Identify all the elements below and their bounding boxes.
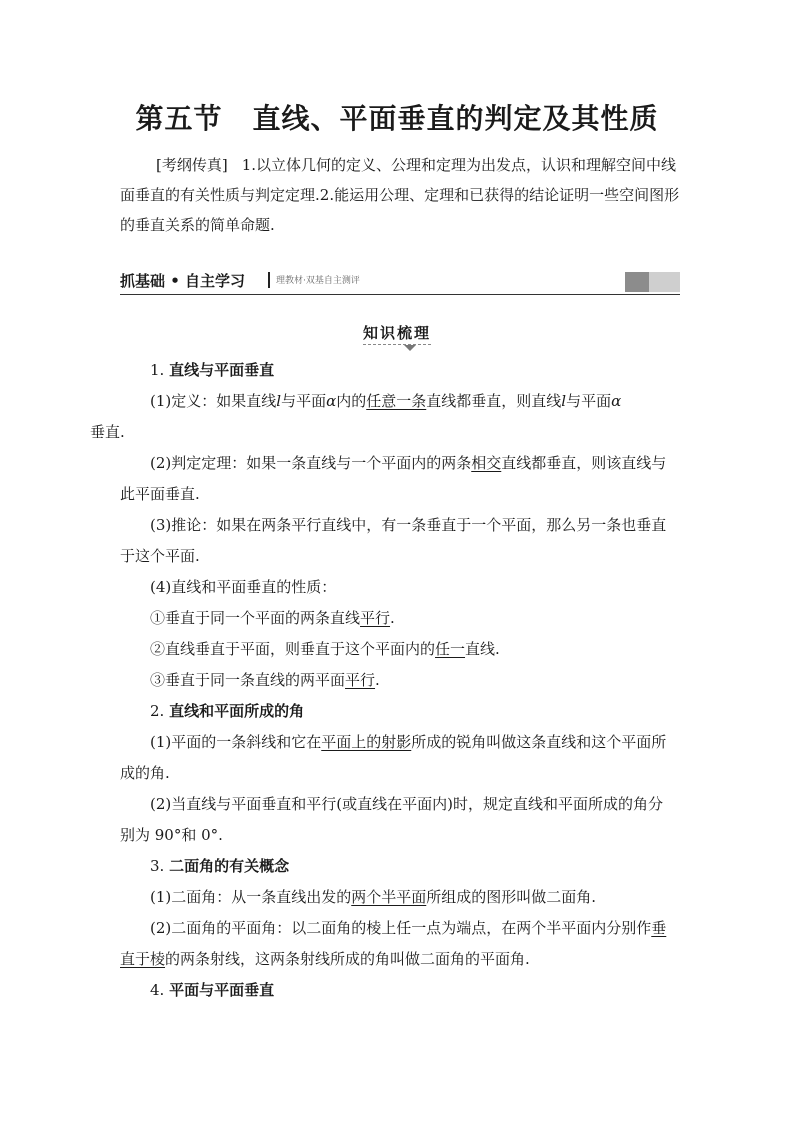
s3-heading <box>120 851 676 882</box>
var-alpha: α <box>326 392 337 410</box>
s2-p1 <box>120 727 676 789</box>
content-body <box>90 355 676 1006</box>
s1-p7-underlined: 平行 <box>345 671 376 689</box>
syllabus-tag: [考纲传真] <box>156 156 228 174</box>
s1-p5-a: ①垂直于同一个平面的两条直线 <box>150 609 361 627</box>
syllabus-outline <box>120 150 680 240</box>
s3-heading-num: 3. <box>150 857 165 875</box>
section-bar-subtitle: 理教材·双基自主测评 <box>276 276 360 286</box>
s3-p2-a: (2)二面角的平面角：以二面角的棱上任一点为端点，在两个半平面内分别作 <box>150 919 652 937</box>
s2-heading <box>120 696 676 727</box>
s1-p3: (3)推论：如果在两条平行直线中，有一条垂直于一个平面，那么另一条也垂直于这个平面. <box>120 516 667 565</box>
s1-heading <box>120 355 676 386</box>
knowledge-heading-text: 知识梳理 <box>363 322 431 345</box>
var-alpha: α <box>611 392 622 410</box>
s1-p4: (4)直线和平面垂直的性质： <box>150 578 337 596</box>
s3-p1-underlined: 两个半平面 <box>351 888 427 906</box>
s3-p2 <box>120 913 676 975</box>
s3-p1-a: (1)二面角：从一条直线出发的 <box>150 888 352 906</box>
triangle-down-icon <box>404 345 416 351</box>
s1-p6-a: ②直线垂直于平面，则垂直于这个平面内的 <box>150 640 436 658</box>
s2-p1-b: 所成的锐角叫做这条直线和这个平面所成的角. <box>120 733 667 782</box>
s1-p1-e: 与平面 <box>566 392 612 410</box>
s1-p1-c: 内的 <box>336 392 367 410</box>
section-bar-block-dark <box>625 272 649 292</box>
s1-p1-underlined: 任意一条 <box>366 392 427 410</box>
section-number: 第五节 <box>135 102 223 135</box>
s3-p2-b: 的两条射线，这两条射线所成的角叫做二面角的平面角. <box>165 950 530 968</box>
s1-heading-num: 1. <box>150 361 165 379</box>
s3-p1 <box>120 882 676 913</box>
s4-heading <box>120 975 676 1006</box>
s1-p2-underlined: 相交 <box>471 454 502 472</box>
s1-p2-a: (2)判定定理：如果一条直线与一个平面内的两条 <box>150 454 472 472</box>
page-title <box>0 97 794 137</box>
section-title: 直线、平面垂直的判定及其性质 <box>252 102 659 135</box>
s4-heading-num: 4. <box>150 981 165 999</box>
s2-p1-underlined: 平面上的射影 <box>321 733 412 751</box>
s1-p1-a: (1)定义：如果直线 <box>150 392 277 410</box>
s1-p2 <box>120 448 676 510</box>
s1-p5-b: . <box>390 609 395 627</box>
s4-heading-text: 平面与平面垂直 <box>169 981 275 999</box>
syllabus-text: 1.以立体几何的定义、公理和定理为出发点，认识和理解空间中线面垂直的有关性质与判定定理.2.能运用公理、定理和已获得的结论证明一些空间图形的垂直关系的简单命题. <box>120 156 680 234</box>
s2-heading-text: 直线和平面所成的角 <box>169 702 305 720</box>
s3-p2-underlined: 垂直于棱 <box>120 919 667 968</box>
s1-p6 <box>120 634 676 665</box>
s1-p1 <box>90 386 676 448</box>
knowledge-heading <box>0 322 794 345</box>
s1-p7-a: ③垂直于同一条直线的两平面 <box>150 671 346 689</box>
s1-p1-b: 与平面 <box>281 392 327 410</box>
s1-p7 <box>120 665 676 696</box>
section-bar-title: 抓基础 • 自主学习 <box>120 272 246 290</box>
s2-p1-a: (1)平面的一条斜线和它在 <box>150 733 322 751</box>
s1-p1-f: 垂直. <box>90 423 125 441</box>
s3-heading-text: 二面角的有关概念 <box>169 857 290 875</box>
s1-p2-b: 直线都垂直，则该直线与此平面垂直. <box>120 454 667 503</box>
section-bar-block-light <box>649 272 680 292</box>
s1-heading-text: 直线与平面垂直 <box>169 361 275 379</box>
s3-p1-b: 所组成的图形叫做二面角. <box>426 888 597 906</box>
section-bar <box>120 270 680 295</box>
var-l: l <box>561 392 567 410</box>
section-bar-separator <box>268 272 270 288</box>
s1-p1-d: 直线都垂直，则直线 <box>426 392 562 410</box>
s1-p5-underlined: 平行 <box>360 609 391 627</box>
var-l: l <box>276 392 282 410</box>
s1-p6-underlined: 任一 <box>435 640 466 658</box>
s1-p7-b: . <box>375 671 380 689</box>
s1-p5 <box>120 603 676 634</box>
s1-p6-b: 直线. <box>465 640 500 658</box>
s2-p2: (2)当直线与平面垂直和平行(或直线在平面内)时，规定直线和平面所成的角分别为 90°和 0°. <box>120 795 663 844</box>
s2-heading-num: 2. <box>150 702 165 720</box>
